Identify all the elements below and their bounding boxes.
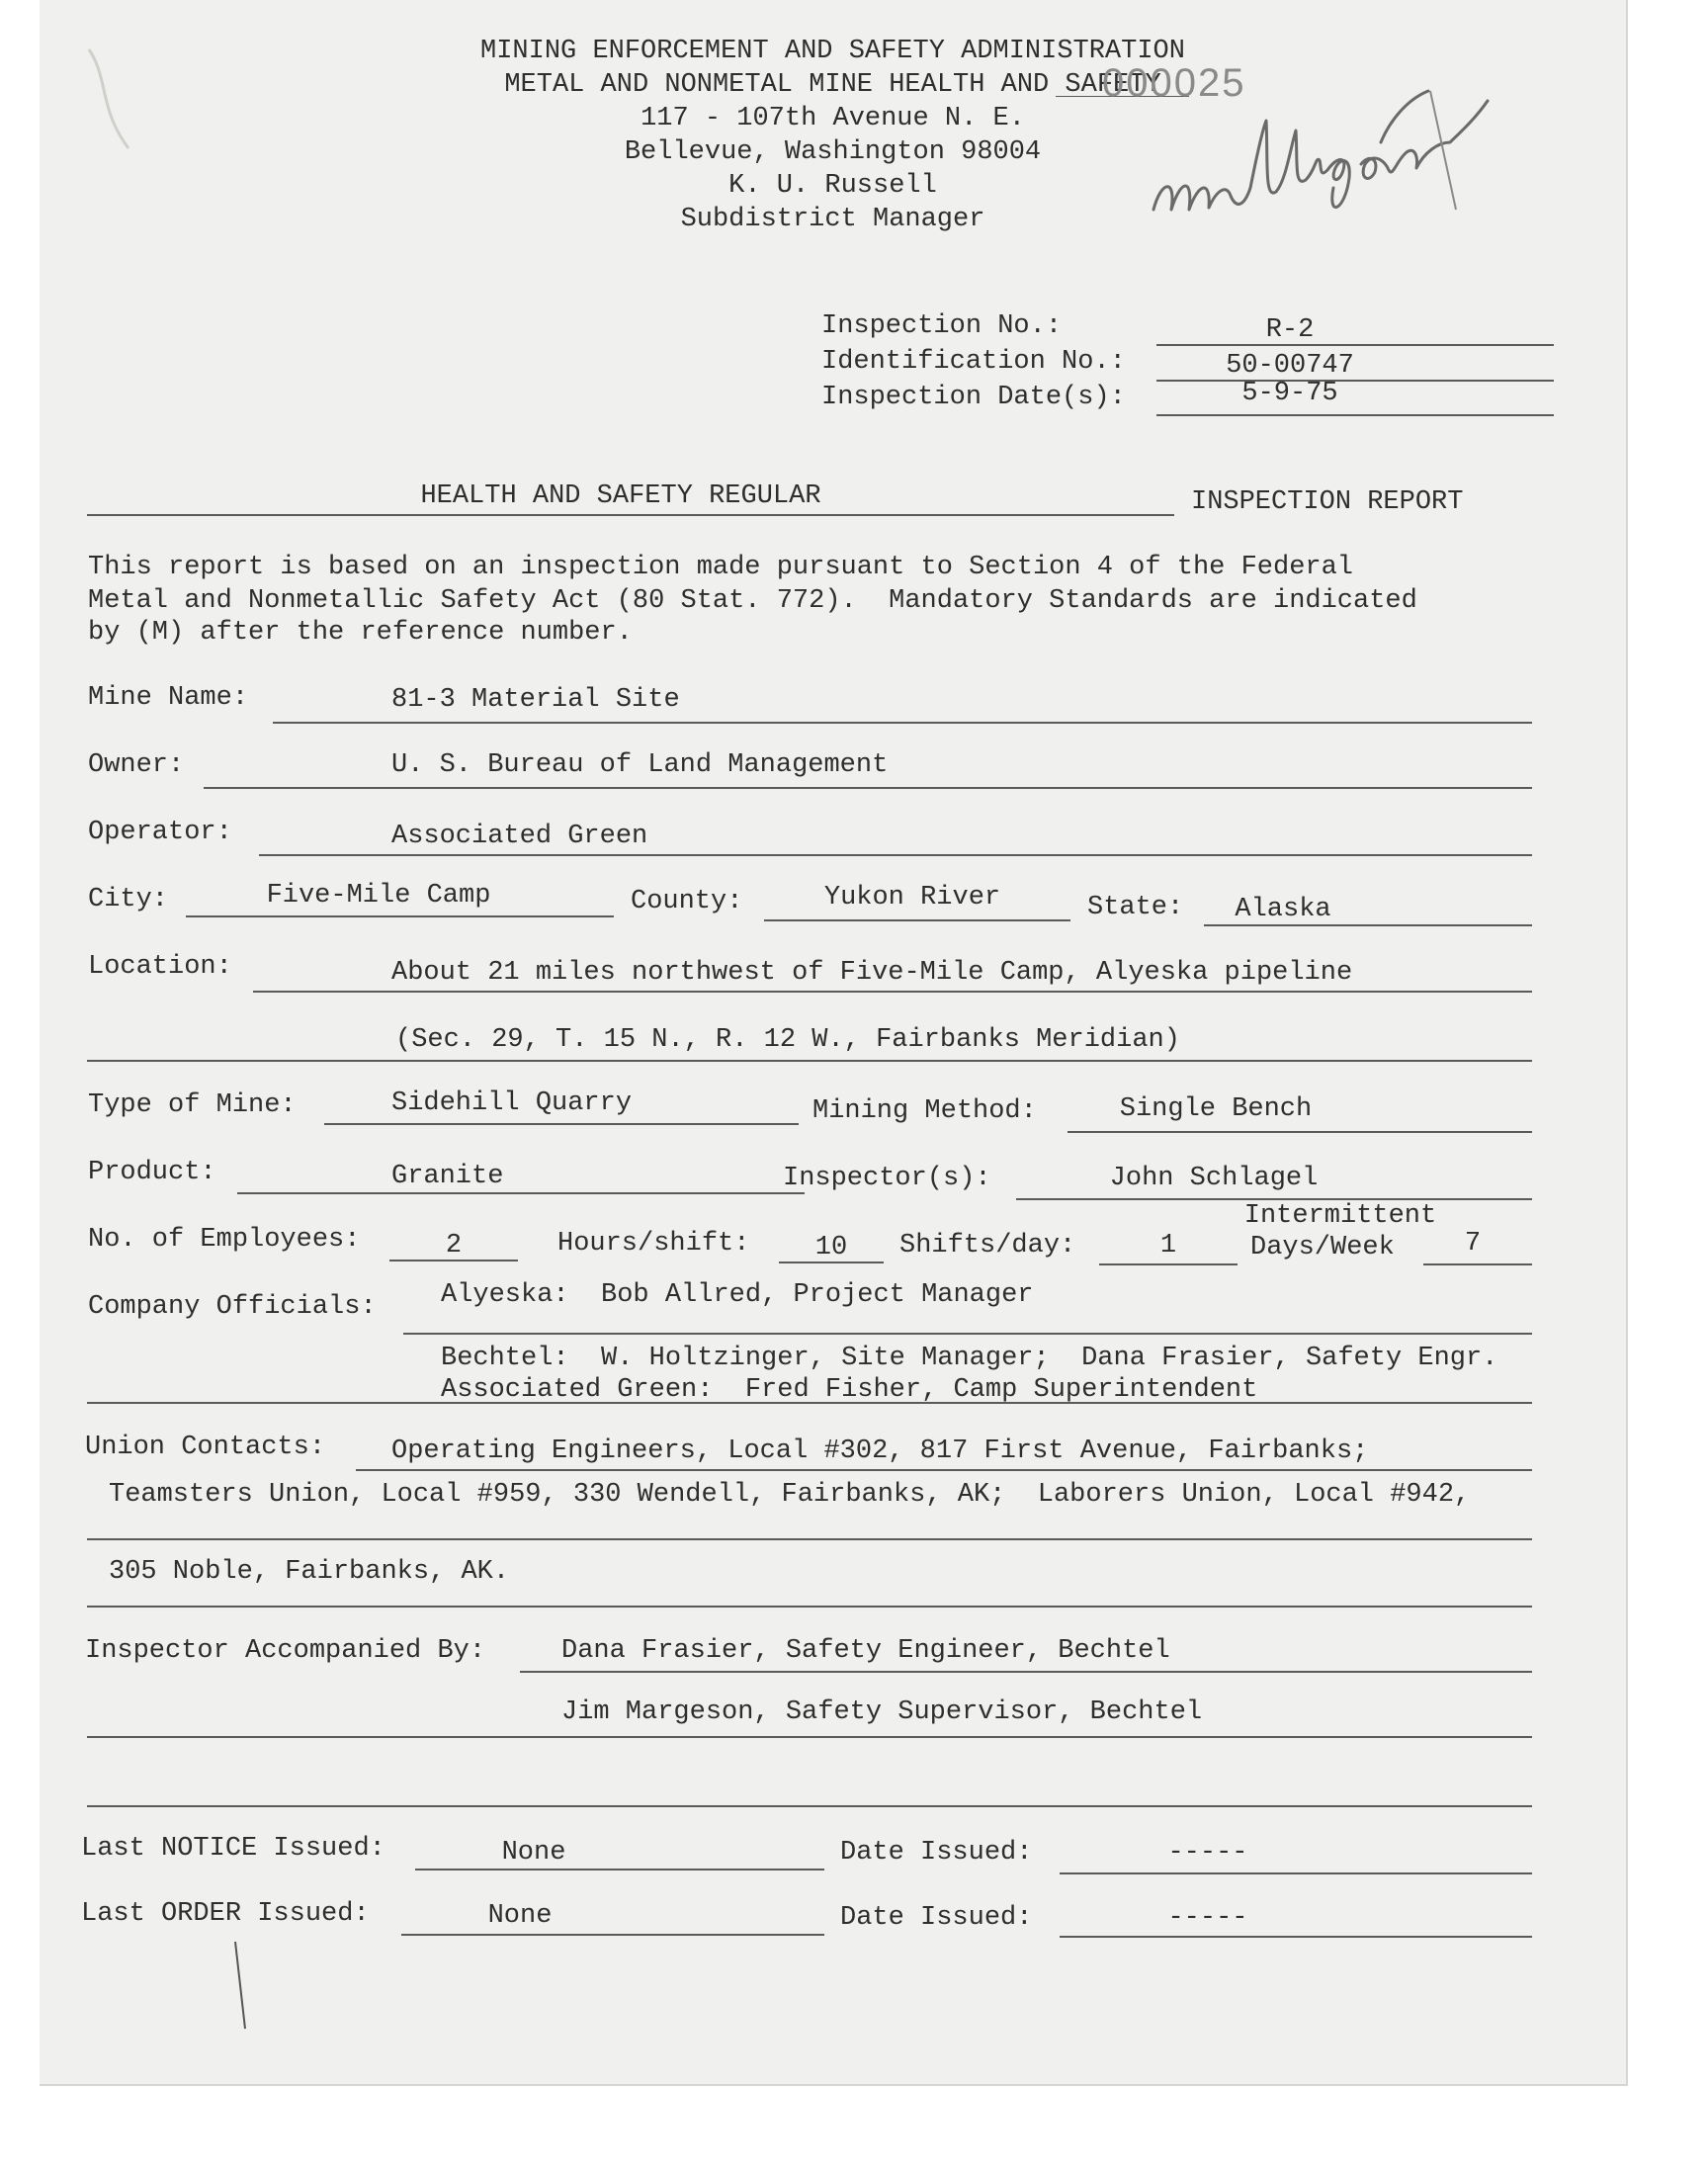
accompanied-line-2: Jim Margeson, Safety Supervisor, Bechtel bbox=[561, 1697, 1203, 1727]
union-underline-2 bbox=[87, 1538, 1532, 1540]
notice-date-line bbox=[1060, 1872, 1532, 1874]
employees-label: No. of Employees: bbox=[88, 1225, 361, 1255]
location-label: Location: bbox=[88, 952, 232, 982]
inspectors-value: John Schlagel bbox=[1109, 1164, 1319, 1193]
scan-mark bbox=[227, 1938, 267, 2037]
location-line-1 bbox=[253, 991, 1532, 993]
notice-line bbox=[415, 1869, 824, 1870]
notice-label: Last NOTICE Issued: bbox=[81, 1834, 385, 1864]
mining-method-value: Single Bench bbox=[1119, 1094, 1313, 1124]
hours-value: 10 bbox=[814, 1233, 848, 1262]
document-page bbox=[40, 0, 1628, 2086]
union-label: Union Contacts: bbox=[85, 1433, 326, 1462]
scan-mark bbox=[79, 40, 158, 158]
street-address: 117 - 107th Avenue N. E. bbox=[640, 104, 1025, 133]
inspection-dates-line bbox=[1156, 414, 1554, 416]
mining-method-line bbox=[1068, 1131, 1532, 1133]
manager-name: K. U. Russell bbox=[728, 171, 937, 201]
officials-line-2: Bechtel: W. Holtzinger, Site Manager; Dana Frasier, Safety Engr. bbox=[441, 1344, 1498, 1373]
union-line-1: Operating Engineers, Local #302, 817 First Avenue, Fairbanks; bbox=[391, 1436, 1369, 1466]
county-line bbox=[764, 919, 1070, 921]
mine-name-value: 81-3 Material Site bbox=[391, 685, 680, 715]
inspection-no-line bbox=[1156, 344, 1554, 346]
inspection-dates-value: 5-9-75 bbox=[1241, 379, 1338, 408]
order-date-line bbox=[1060, 1936, 1532, 1938]
city-label: City: bbox=[88, 885, 169, 914]
product-line bbox=[237, 1192, 805, 1194]
order-date-value: ----- bbox=[1167, 1903, 1248, 1933]
operator-value: Associated Green bbox=[391, 822, 648, 851]
state-label: State: bbox=[1087, 893, 1184, 922]
officials-underline-2 bbox=[87, 1402, 1532, 1404]
city-line bbox=[186, 915, 614, 917]
report-type-line bbox=[87, 514, 1174, 516]
shifts-line bbox=[1099, 1263, 1238, 1265]
union-underline-1 bbox=[356, 1469, 1532, 1471]
location-line-2 bbox=[87, 1060, 1532, 1062]
officials-label: Company Officials: bbox=[88, 1292, 377, 1322]
order-line bbox=[401, 1934, 824, 1936]
shifts-value: 1 bbox=[1159, 1231, 1177, 1261]
shifts-label: Shifts/day: bbox=[899, 1231, 1076, 1261]
division-name: METAL AND NONMETAL MINE HEALTH AND SAFETY bbox=[504, 70, 1161, 100]
officials-line-1: Alyeska: Bob Allred, Project Manager bbox=[441, 1280, 1034, 1310]
mining-method-label: Mining Method: bbox=[812, 1096, 1037, 1126]
notice-date-value: ----- bbox=[1167, 1838, 1248, 1868]
mine-type-value: Sidehill Quarry bbox=[391, 1088, 633, 1118]
order-value: None bbox=[487, 1901, 553, 1931]
accompanied-line-1: Dana Frasier, Safety Engineer, Bechtel bbox=[561, 1636, 1170, 1666]
intro-paragraph-line-3: by (M) after the reference number. bbox=[88, 618, 633, 648]
officials-underline-1 bbox=[403, 1333, 1532, 1335]
employees-line bbox=[389, 1260, 518, 1262]
mine-name-label: Mine Name: bbox=[88, 683, 249, 713]
order-label: Last ORDER Issued: bbox=[81, 1899, 370, 1929]
accompanied-underline-2 bbox=[87, 1736, 1532, 1738]
union-line-2: Teamsters Union, Local #959, 330 Wendell, Fairbanks, AK; Laborers Union, Local #942, bbox=[109, 1480, 1471, 1510]
accompanied-label: Inspector Accompanied By: bbox=[85, 1636, 486, 1666]
state-line bbox=[1204, 924, 1532, 926]
product-value: Granite bbox=[391, 1162, 504, 1191]
report-type: HEALTH AND SAFETY REGULAR bbox=[420, 481, 821, 511]
mine-type-label: Type of Mine: bbox=[88, 1090, 297, 1120]
operator-label: Operator: bbox=[88, 818, 232, 847]
product-label: Product: bbox=[88, 1158, 216, 1187]
county-value: Yukon River bbox=[823, 883, 1001, 913]
location-value-line-1: About 21 miles northwest of Five-Mile Camp, Alyeska pipeline bbox=[391, 958, 1353, 988]
accompanied-underline-3 bbox=[87, 1805, 1532, 1807]
notice-date-label: Date Issued: bbox=[840, 1838, 1033, 1868]
handwritten-signature bbox=[1132, 61, 1507, 249]
days-note: Intermittent bbox=[1243, 1201, 1437, 1231]
order-date-label: Date Issued: bbox=[840, 1903, 1033, 1933]
state-value: Alaska bbox=[1235, 895, 1331, 924]
inspection-no-label: Inspection No.: bbox=[821, 311, 1063, 341]
identification-no-value: 50-00747 bbox=[1226, 351, 1354, 381]
manager-title: Subdistrict Manager bbox=[680, 205, 985, 234]
mine-name-line bbox=[273, 722, 1532, 724]
city-value: Five-Mile Camp bbox=[266, 881, 491, 911]
owner-line bbox=[204, 787, 1532, 789]
county-label: County: bbox=[631, 887, 743, 916]
operator-line bbox=[259, 854, 1532, 856]
union-underline-3 bbox=[87, 1606, 1532, 1608]
days-line bbox=[1423, 1263, 1532, 1265]
identification-no-label: Identification No.: bbox=[821, 347, 1126, 377]
intro-paragraph-line-2: Metal and Nonmetallic Safety Act (80 Stat. 772). Mandatory Standards are indicated bbox=[88, 586, 1417, 616]
owner-label: Owner: bbox=[88, 750, 185, 780]
mine-type-line bbox=[324, 1123, 799, 1125]
notice-value: None bbox=[501, 1838, 566, 1868]
document-stamp-number: 000025 bbox=[1102, 61, 1246, 105]
days-label: Days/Week bbox=[1250, 1233, 1395, 1262]
agency-name: MINING ENFORCEMENT AND SAFETY ADMINISTRATION bbox=[480, 37, 1185, 66]
inspectors-label: Inspector(s): bbox=[783, 1164, 991, 1193]
hours-line bbox=[779, 1262, 884, 1263]
accompanied-underline-1 bbox=[520, 1671, 1532, 1673]
days-value: 7 bbox=[1464, 1229, 1482, 1259]
intro-paragraph-line-1: This report is based on an inspection made pursuant to Section 4 of the Federal bbox=[88, 553, 1354, 582]
report-title-suffix: INSPECTION REPORT bbox=[1191, 487, 1464, 517]
hours-label: Hours/shift: bbox=[557, 1229, 750, 1259]
city-address: Bellevue, Washington 98004 bbox=[624, 137, 1042, 167]
officials-line-3: Associated Green: Fred Fisher, Camp Superintendent bbox=[441, 1375, 1258, 1405]
inspection-dates-label: Inspection Date(s): bbox=[821, 383, 1126, 412]
location-value-line-2: (Sec. 29, T. 15 N., R. 12 W., Fairbanks Meridian) bbox=[395, 1025, 1180, 1055]
inspection-no-value: R-2 bbox=[1265, 315, 1315, 345]
union-line-3: 305 Noble, Fairbanks, AK. bbox=[109, 1557, 510, 1587]
owner-value: U. S. Bureau of Land Management bbox=[391, 750, 889, 780]
employees-value: 2 bbox=[445, 1231, 463, 1261]
